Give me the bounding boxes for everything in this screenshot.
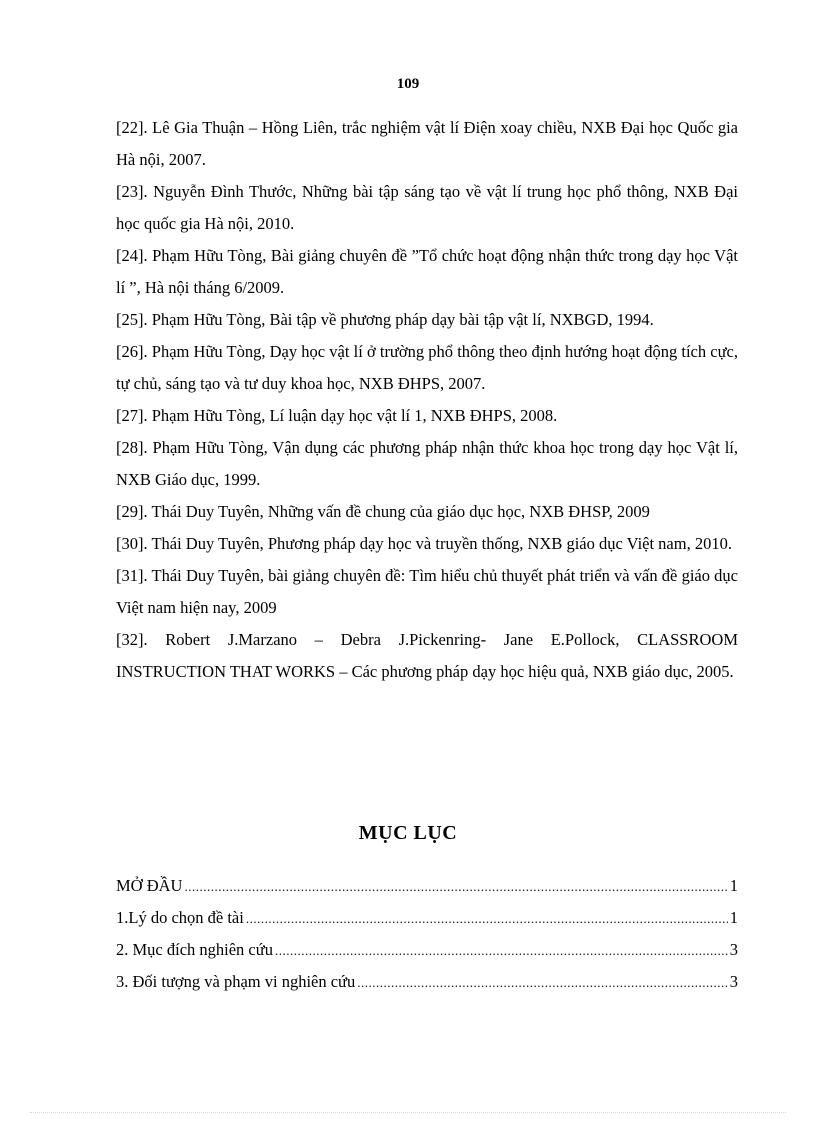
- reference-item: [31]. Thái Duy Tuyên, bài giảng chuyên đề: Tìm hiểu chủ thuyết phát triển và vấn đề giáo dục Việt nam hiện nay, 2009: [116, 566, 738, 617]
- page-number: 109: [396, 76, 420, 92]
- toc-leader-dots: [246, 903, 728, 935]
- toc-entry-label: 2. Mục đích nghiên cứu: [116, 940, 273, 959]
- reference-item: [23]. Nguyễn Đình Thước, Những bài tập sáng tạo về vật lí trung học phổ thông, NXB Đại học quốc gia Hà nội, 2010.: [116, 182, 738, 233]
- toc-entry-page: 1: [729, 908, 738, 927]
- toc-entry-page: 3: [729, 972, 738, 991]
- toc-leader-dots: [275, 935, 728, 967]
- toc-entry-page: 1: [729, 876, 738, 895]
- toc-entry-label: MỞ ĐẦU: [116, 876, 183, 895]
- reference-item: [22]. Lê Gia Thuận – Hồng Liên, trắc nghiệm vật lí Điện xoay chiều, NXB Đại học Quốc gia Hà nội, 2007.: [116, 118, 738, 169]
- toc-entry[interactable]: [116, 966, 738, 998]
- reference-item: [30]. Thái Duy Tuyên, Phương pháp dạy học và truyền thống, NXB giáo dục Việt nam, 2010.: [116, 534, 732, 553]
- toc-leader-dots: [357, 967, 728, 999]
- page-bottom-rule: [30, 1112, 786, 1113]
- toc-entry-label: 3. Đối tượng và phạm vi nghiên cứu: [116, 972, 356, 991]
- reference-item: [28]. Phạm Hữu Tòng, Vận dụng các phương pháp nhận thức khoa học trong dạy học Vật lí, NXB Giáo dục, 1999.: [116, 438, 738, 489]
- reference-item: [24]. Phạm Hữu Tòng, Bài giảng chuyên đề ”Tổ chức hoạt động nhận thức trong dạy học Vật lí ”, Hà nội tháng 6/2009.: [116, 246, 738, 297]
- toc-entry-label: 1.Lý do chọn đề tài: [116, 908, 244, 927]
- reference-item: [27]. Phạm Hữu Tòng, Lí luận dạy học vật lí 1, NXB ĐHPS, 2008.: [116, 406, 558, 425]
- table-of-contents: [116, 870, 738, 998]
- reference-item: [29]. Thái Duy Tuyên, Những vấn đề chung của giáo dục học, NXB ĐHSP, 2009: [116, 502, 650, 521]
- toc-leader-dots: [184, 871, 727, 903]
- reference-item: [26]. Phạm Hữu Tòng, Dạy học vật lí ở trường phổ thông theo định hướng hoạt động tích cực, tự chủ, sáng tạo và tư duy khoa học, NXB ĐHPS, 2007.: [116, 342, 738, 393]
- toc-title: MỤC LỤC: [358, 822, 458, 844]
- toc-entry[interactable]: [116, 902, 738, 934]
- reference-item: [32]. Robert J.Marzano – Debra J.Pickenring- Jane E.Pollock, CLASSROOM INSTRUCTION THAT WORKS – Các phương pháp dạy học hiệu quả, NXB giáo dục, 2005.: [116, 630, 738, 681]
- toc-entry[interactable]: [116, 870, 738, 902]
- toc-entry[interactable]: [116, 934, 738, 966]
- toc-entry-page: 3: [729, 940, 738, 959]
- reference-list: [116, 112, 738, 688]
- reference-item: [25]. Phạm Hữu Tòng, Bài tập về phương pháp dạy bài tập vật lí, NXBGD, 1994.: [116, 310, 654, 329]
